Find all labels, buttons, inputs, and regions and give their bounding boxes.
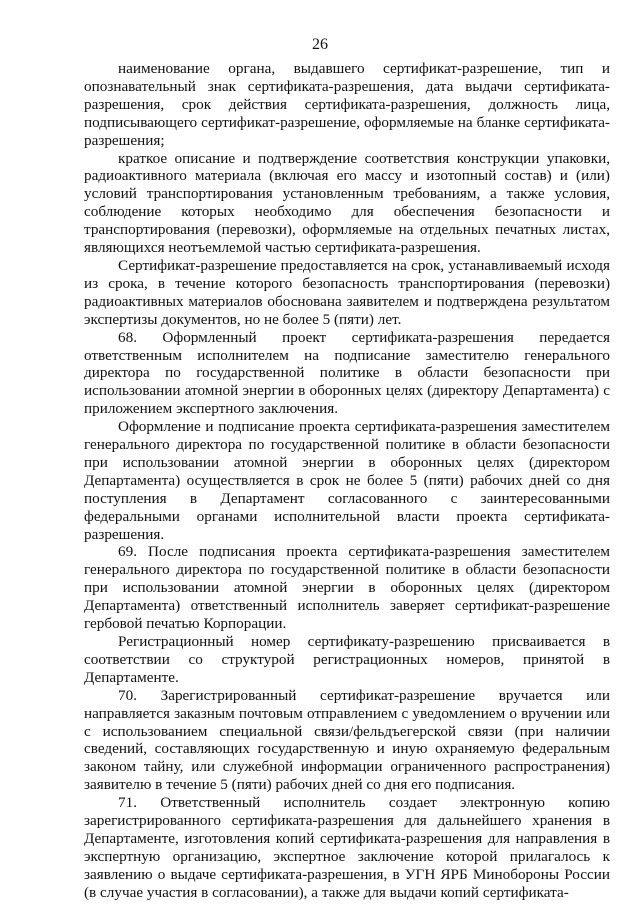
paragraph: Оформление и подписание проекта сертификата-разрешения заместителем генерального директора по государственной политике в области безопасности при использовании атомной энергии в оборонных целях (директором Департамента) осуществляется в срок не более 5 (пяти) рабочих дней со дня поступления в Департамент согласованного с заинтересованными федеральными органами исполнительной власти проекта сертификата-разрешения.	[84, 418, 610, 543]
paragraph-69: 69. После подписания проекта сертификата-разрешения заместителем генерального директора по государственной политике в области безопасности при использовании атомной энергии в оборонных целях (директором Департамента) ответственный исполнитель заверяет сертификат-разрешение гербовой печатью Корпорации.	[84, 543, 610, 633]
paragraph-68: 68. Оформленный проект сертификата-разрешения передается ответственным исполнителем на подписание заместителю генерального директора по государственной политике в области безопасности при использовании атомной энергии в оборонных целях (директору Департамента) с приложением экспертного заключения.	[84, 328, 610, 418]
document-body	[84, 60, 610, 902]
page-number: 26	[312, 36, 328, 53]
paragraph: краткое описание и подтверждение соответствия конструкции упаковки, радиоактивного материала (включая его массу и изотопный состав) и (или) условий транспортирования установленным требованиям, а также условия, соблюдение которых необходимо для обеспечения безопасности и транспортирования (перевозки), оформляемые на отдельных печатных листах, являющихся неотъемлемой частью сертификата-разрешения.	[84, 149, 610, 257]
paragraph: Сертификат-разрешение предоставляется на срок, устанавливаемый исходя из срока, в течение которого безопасность транспортирования (перевозки) радиоактивных материалов обоснована заявителем и подтверждена результатом экспертизы документов, но не более 5 (пяти) лет.	[84, 256, 610, 328]
paragraph: наименование органа, выдавшего сертификат-разрешение, тип и опознавательный знак сертификата-разрешения, дата выдачи сертификата-разрешения, срок действия сертификата-разрешения, должность лица, подписывающего сертификат-разрешение, оформляемые на бланке сертификата-разрешения;	[84, 60, 610, 149]
paragraph-71: 71. Ответственный исполнитель создает электронную копию зарегистрированного сертификата-разрешения для дальнейшего хранения в Департаменте, изготовления копий сертификата-разрешения для направления в экспертную организацию, экспертное заключение которой прилагалось к заявлению о выдаче сертификата-разрешения, в УГН ЯРБ Минобороны России (в случае участия в согласовании), а также для выдачи копий сертификата-	[84, 794, 610, 901]
paragraph: Регистрационный номер сертификату-разрешению присваивается в соответствии со структурой регистрационных номеров, принятой в Департаменте.	[84, 633, 610, 686]
paragraph-70: 70. Зарегистрированный сертификат-разрешение вручается или направляется заказным почтовым отправлением с уведомлением о вручении или с использованием специальной связи/фельдъегерской связи (при наличии сведений, составляющих государственную и иную охраняемую федеральным законом тайну, или служебной информации ограниченного распространения) заявителю в течение 5 (пяти) рабочих дней со дня его подписания.	[84, 686, 610, 794]
